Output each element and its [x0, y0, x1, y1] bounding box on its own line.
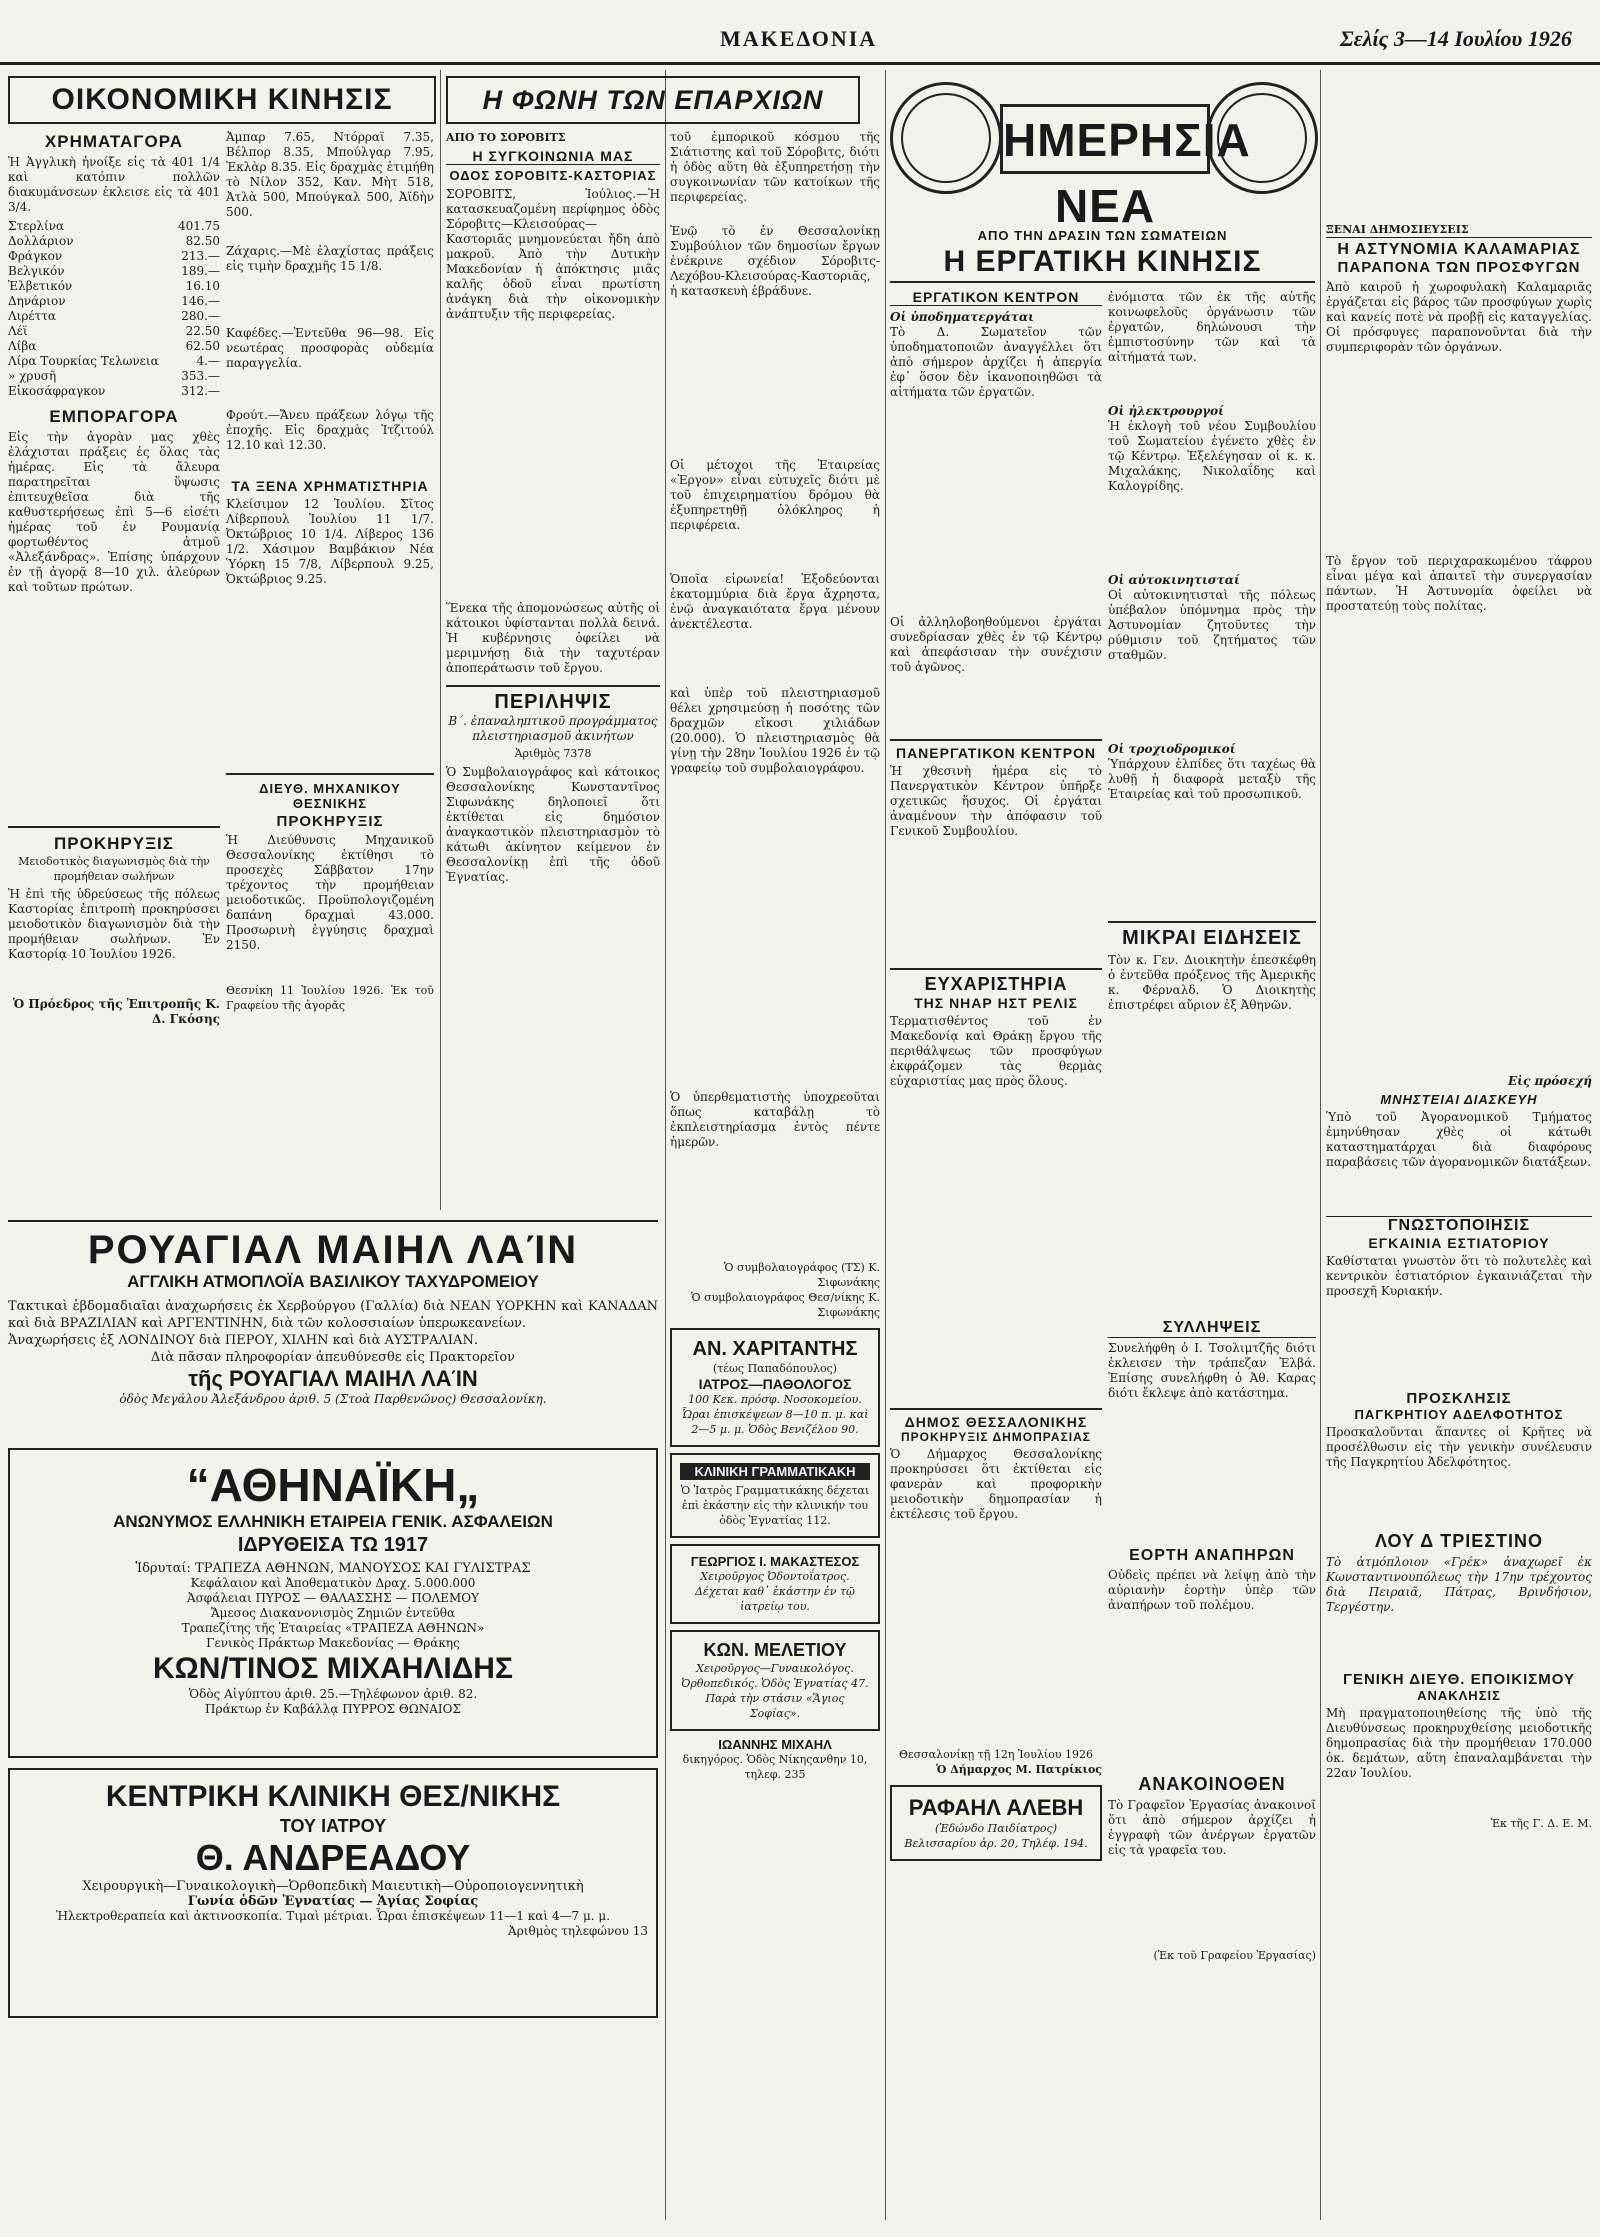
makrides-heading: ΓΕΩΡΓΙΟΣ Ι. ΜΑΚΑΣΤΕΣΟΣ [690, 1554, 860, 1569]
astynomia-text-2: Τὸ ἔργον τοῦ περιχαρακωμένου τάφρου εἶναι μέγα καὶ ἀπαιτεῖ τὴν συνεργασίαν πάντων. Ἡ Ἀστυνομία ὀφείλει νὰ προστατεύῃ τοὺς πολίτας. [1326, 554, 1592, 613]
meletiou-text: Χειροῦργος—Γυναικολόγος. Ὀρθοπεδικός. Ὁδὸς Ἐγνατίας 47. Παρὰ τὴν στάσιν «Ἅγιος Σοφίας». [681, 1662, 869, 1720]
prosklisis-text: Προσκαλοῦνται ἅπαντες οἱ Κρῆτες νὰ προσέλθωσιν εἰς τὴν γενικὴν συνέλευσιν τῆς Παγκρητίου Ἀδελφότητος. [1326, 1425, 1592, 1469]
athin-kavala: Πράκτωρ ἐν Καβάλλᾳ ΠΥΡΡΟΣ ΘΩΝΑΙΟΣ [205, 1702, 461, 1716]
col6-text-4: Ὑπάρχουν ἐλπίδες ὅτι ταχέως θὰ λυθῇ ἡ διαφορὰ μεταξὺ τῆς Ἑταιρείας καὶ τοῦ προσωπικοῦ. [1108, 757, 1316, 801]
divider [446, 685, 660, 687]
makrides-text: Χειροῦργος Ὀδοντοΐατρος. Δέχεται καθ᾿ ἑκάστην ἐν τῷ ἰατρείῳ του. [694, 1570, 856, 1613]
rate-row [8, 279, 220, 294]
economic-banner: ΟΙΚΟΝΟΜΙΚΗ ΚΙΝΗΣΙΣ [8, 76, 436, 124]
clinic-of: ΤΟΥ ΙΑΤΡΟΥ [279, 1816, 387, 1836]
col4-text-1: τοῦ ἐμπορικοῦ κόσμου τῆς Σιάτιστης καὶ τοῦ Σόροβιτς, διότι ἡ ὁδὸς αὕτη θὰ ἐξυπηρετήσῃ τὴν συγκοινωνίαν τῶν κατοίκων τῆς περιφερείας. [670, 130, 880, 204]
efxaristiria-heading: ΕΥΧΑΡΙΣΤΗΡΙΑ [924, 974, 1068, 994]
rate-name: Δολλάριον [8, 234, 74, 248]
eorti-text: Οὐδεὶς πρέπει νὰ λείψῃ ἀπὸ τὴν αὐριανὴν ἑορτὴν ὑπὲρ τῶν ἀναπήρων τοῦ πολέμου. [1108, 1568, 1316, 1612]
astynomia-heading: Η ΑΣΤΥΝΟΜΙΑ ΚΑΛΑΜΑΡΙΑΣ [1337, 241, 1581, 258]
dimos-heading: ΔΗΜΟΣ ΘΕΣΣΑΛΟΝΙΚΗΣ [904, 1414, 1088, 1430]
royal-sub: ΑΓΓΛΙΚΗ ΑΤΜΟΠΛΟΪΑ ΒΑΣΙΛΙΚΟΥ ΤΑΧΥΔΡΟΜΕΙΟΥ [127, 1272, 539, 1291]
michail-heading: ΙΩΑΝΝΗΣ ΜΙΧΑΗΛ [718, 1737, 832, 1752]
grammatikaki-heading: ΚΛΙΝΙΚΗ ΓΡΑΜΜΑΤΙΚΑΚΗ [680, 1463, 870, 1480]
mityes-text: Ὑπὸ τοῦ Ἀγορανομικοῦ Τμήματος ἐμηνύθησαν χθὲς οἱ κάτωθι καταστηματάρχαι διὰ διαφόρους παραβάσεις τῶν ἀγορανομικῶν διατάξεων. [1326, 1110, 1592, 1169]
dimos-sign: Ὁ Δήμαρχος Μ. Πατρίκιος [936, 1763, 1102, 1776]
rate-value: 280.— [181, 309, 220, 323]
rate-name: Λίβα [8, 339, 37, 353]
col6-text-1: ἐνόμιστα τῶν ἐκ τῆς αὐτῆς κοινωφελοῦς ὀργάνωσιν τῶν ἐργατῶν, δηλώνουσι τὴν ἐμπιστοσύνην τῶν καὶ τὰ αἰτήματά των. [1108, 290, 1316, 364]
perilipsis-sub: Β΄. ἐπαναληπτικοῦ προγράμματος πλειστηριασμοῦ ἀκινήτων [448, 714, 658, 743]
athin-bank: Τραπεζίτης τῆς Ἑταιρείας «ΤΡΑΠΕΖΑ ΑΘΗΝΩΝ» [181, 1621, 485, 1635]
rate-value: 312.— [181, 384, 220, 398]
rate-value: 16.10 [185, 279, 220, 293]
col4-text-3: Οἱ μέτοχοι τῆς Ἑταιρείας «Ἐργον» εἶναι εὐτυχεῖς διότι μὲ τοῦ ἐπιχειρηματίου δρόμου θὰ ἐξυπηρετηθῇ ὁλόκληρος ἡ περιφέρεια. [670, 458, 880, 532]
rate-row [8, 294, 220, 309]
col4-text-6: Ὁ ὑπερθεματιστὴς ὑποχρεοῦται ὅπως καταβάλῃ τὸ ἐκπλειστηρίασμα ἐντὸς πέντε ἡμερῶν. [670, 1090, 880, 1149]
rate-row [8, 264, 220, 279]
kafes-text: Καφέδες.—Ἐντεῦθα 96—98. Εἰς νεωτέρας προσφορὰς οὐδεμία παραγγελία. [226, 326, 434, 370]
column-rule [885, 70, 886, 2220]
daily-news-banner [890, 76, 1315, 232]
perilipsis-num: Ἀριθμὸς 7378 [514, 747, 592, 760]
foreign-kicker: ΞΕΝΑΙ ΔΗΜΟΣΙΕΥΣΕΙΣ [1326, 222, 1592, 238]
ergatiki-heading: Η ΕΡΓΑΤΙΚΗ ΚΙΝΗΣΙΣ [890, 243, 1315, 283]
prokiryxeis-sign: Ὁ Πρόεδρος τῆς Ἐπιτροπῆς Κ. Δ. Γκόσης [12, 997, 220, 1026]
emporagora-heading: ΕΜΠΟΡΑΓΟΡΑ [49, 407, 179, 426]
column-rule [665, 70, 666, 2220]
efxaristiria-sub: ΤΗΣ ΝΗΑΡ ΗΣΤ ΡΕΛΙΣ [914, 995, 1078, 1011]
rate-row [8, 354, 220, 369]
doctor1-ad [670, 1328, 880, 1447]
frouta-text: Φρούτ.—Ἄνευ πράξεων λόγῳ τῆς ἐποχῆς. Εἰς δραχμὰς Ἰτζιτούλ 12.10 καὶ 12.30. [226, 408, 434, 452]
anakoinothen-text: Τὸ Γραφεῖον Ἐργασίας ἀνακοινοῖ ὅτι ἀπὸ σήμερον ἀρχίζει ἡ ἐγγραφὴ τῶν ἀνέργων ἐργατῶν εἰς τὰ γραφεῖα του. [1108, 1798, 1316, 1857]
clinic-addr: Γωνία ὁδῶν Ἐγνατίας — Ἁγίας Σοφίας [187, 1894, 479, 1909]
column-rule [1320, 70, 1321, 2220]
gnostopoiisis-sub: ΕΓΚΑΙΝΙΑ ΕΣΤΙΑΤΟΡΙΟΥ [1368, 1235, 1550, 1251]
column-foreign [1326, 222, 1592, 2182]
syllipseis-text: Συνελήφθη ὁ Ι. Τσολιμτζῆς διότι ἐκλεισεν τὴν τράπεζαν Ἐλβά. Ἐπίσης συνελήφθη ὁ Ἀθ. Καρας διότι ἔκλεψε ἀπὸ κατάστημα. [1108, 1341, 1316, 1400]
sygkoinonia-heading: Η ΣΥΓΚΟΙΝΩΝΙΑ ΜΑΣ [446, 148, 660, 165]
clinic-phone: Ἀριθμὸς τηλεφώνου 13 [508, 1924, 648, 1938]
sygkoinonia-sub: ΟΔΟΣ ΣΟΡΟΒΙΤΣ-ΚΑΣΤΟΡΙΑΣ [449, 168, 657, 183]
mixanikou-prokiryxis: ΠΡΟΚΗΡΥΞΙΣ [276, 813, 384, 830]
daily-news-title: ΗΜΕΡΗΣΙΑ ΝΕΑ [1000, 104, 1210, 174]
athin-title: “ΑΘΗΝΑΪΚΗ„ [186, 1459, 480, 1511]
rate-value: 401.75 [178, 219, 220, 233]
trochiodromikoi-sub: Οἱ τροχιοδρομικοί [1108, 742, 1236, 756]
rate-name: Στερλίνα [8, 219, 65, 233]
col4-text-4: Ὁποῖα εἰρωνεία! Ἐξοδεύονται ἑκατομμύρια διὰ ἔργα ἄχρηστα, ἐνῷ ἀναγκαιότατα ἔργα μένουν ἀνεκτέλεστα. [670, 572, 880, 631]
coin-emblem-right-icon [1206, 82, 1318, 194]
rate-value: 353.— [181, 369, 220, 383]
divider [890, 1408, 1102, 1410]
athin-year: ΙΔΡΥΘΕΙΣΑ ΤΩ 1917 [237, 1534, 429, 1556]
prosklisis-sub: ΠΑΓΚΡΗΤΙΟΥ ΑΔΕΛΦΟΤΗΤΟΣ [1354, 1407, 1564, 1422]
rate-value: 213.— [181, 249, 220, 263]
aftokiniti-sub: Οἱ αὐτοκινητισταί [1108, 573, 1240, 587]
kentron-heading: ΕΡΓΑΤΙΚΟΝ ΚΕΝΤΡΟΝ [890, 289, 1102, 306]
xeina-heading: ΤΑ ΞΕΝΑ ΧΡΗΜΑΤΙΣΤΗΡΙΑ [231, 478, 429, 494]
mikrai-text: Τὸν κ. Γεν. Διοικητὴν ἐπεσκέφθη ὁ ἐντεῦθα πρόξενος τῆς Ἀμερικῆς κ. Φέρναλδ. Ὁ Διοικητὴς ἐπιστρέφει αὔριον ἐξ Ἀθηνῶν. [1108, 953, 1316, 1012]
xrimatagora-intro: Ἡ Ἀγγλικὴ ἠνοίξε εἰς τὰ 401 1/4 καὶ κατόπιν πολλῶν διακυμάνσεων ἐκλεισε εἰς τὰ 401 3/4. [8, 155, 220, 214]
meletiou-ad [670, 1630, 880, 1731]
ypopsin-label: Εἰς πρόσεχή [1508, 1074, 1592, 1088]
page-date: Σελίς 3—14 Ιουλίου 1926 [1340, 26, 1572, 51]
rate-row [8, 249, 220, 264]
rate-name: Δηνάριον [8, 294, 66, 308]
zachari-text: Ζάχαρις.—Μὲ ἐλαχίστας πράξεις εἰς τιμὴν δραχμῆς 15 1/8. [226, 244, 434, 273]
clinic-doctor: Θ. ΑΝΔΡΕΑΔΟΥ [195, 1837, 471, 1878]
michail-ad [670, 1737, 880, 1782]
astynomia-sub: ΠΑΡΑΠΟΝΑ ΤΩΝ ΠΡΟΣΦΥΓΩΝ [1337, 259, 1581, 276]
anakoinothen-heading: ΑΝΑΚΟΙΝΟΘΕΝ [1138, 1774, 1286, 1794]
rate-name: Λίρα Τουρκίας Τελωνεια [8, 354, 159, 368]
rate-row [8, 309, 220, 324]
rate-value: 22.50 [185, 324, 220, 338]
rate-row [8, 369, 220, 384]
col6-text-3: Οἱ αὐτοκινητισταὶ τῆς πόλεως ὑπέβαλον ὑπόμνημα πρὸς τὴν Ἀστυνομίαν ζητοῦντες τὴν ρύθμισιν τοῦ ζητήματος τῶν σταθμῶν. [1108, 588, 1316, 662]
eorti-heading: ΕΟΡΤΗ ΑΝΑΠΗΡΩΝ [1129, 1547, 1295, 1564]
rate-row [8, 219, 220, 234]
rafael-ad [890, 1785, 1102, 1861]
dimos-sub: ΠΡΟΚΗΡΥΞΙΣ ΔΗΜΟΠΡΑΣΙΑΣ [901, 1430, 1091, 1444]
masthead [0, 0, 1600, 62]
prokiryxeis-text: Ἡ ἐπὶ τῆς ὑδρεύσεως τῆς πόλεως Καστορίας ἐπιτροπὴ προκηρύσσει μειοδοτικὸν διαγωνισμὸν διὰ τὴν προμήθειαν σωλήνων. Ἐν Καστορίᾳ 10 Ἰουλίου 1926. [8, 887, 220, 961]
xrimatagora-heading: ΧΡΗΜΑΤΑΓΟΡΑ [44, 132, 184, 151]
mixanikou-date: Θεσνίκη 11 Ἰουλίου 1926. Ἐκ τοῦ Γραφείου τῆς ἀγορᾶς [226, 984, 434, 1012]
divider [890, 739, 1102, 741]
kentron-text-2: Οἱ ἀλληλοβοηθούμενοι ἐργάται συνεδρίασαν χθὲς ἐν τῷ Κέντρῳ καὶ ἀπεφάσισαν τὴν συνέχισιν τοῦ ἀγῶνος. [890, 615, 1102, 674]
column-provinces-cont [670, 130, 880, 2180]
dimos-date: Θεσσαλονίκῃ τῇ 12η Ἰουλίου 1926 [898, 1748, 1094, 1761]
royal-text: Τακτικαὶ ἑβδομαδιαῖαι ἀναχωρήσεις ἐκ Χερβούργου (Γαλλία) διὰ ΝΕΑΝ ΥΟΡΚΗΝ καὶ ΚΑΝΑΔΑΝ καὶ διὰ ΒΡΑΖΙΛΙΑΝ καὶ ΑΡΓΕΝΤΙΝΗΝ, διὰ τῶν κολοσσιαίων ὑπερωκεανείων. [8, 1299, 658, 1331]
rate-row [8, 234, 220, 249]
column-daily-news-cont [1108, 290, 1316, 2180]
panergatiko-heading: ΠΑΝΕΡΓΑΤΙΚΟΝ ΚΕΝΤΡΟΝ [895, 745, 1097, 761]
clinic-title: ΚΕΝΤΡΙΚΗ ΚΛΙΝΙΚΗ ΘΕΣ/ΝΙΚΗΣ [105, 1780, 561, 1813]
rate-row [8, 384, 220, 399]
geniki-sign: Ἐκ τῆς Γ. Δ. Ε. Μ. [1490, 1817, 1592, 1830]
provinces-banner: Η ΦΩΝΗ ΤΩΝ ΕΠΑΡΧΙΩΝ [446, 76, 860, 124]
prosklisis-heading: ΠΡΟΣΚΛΗΣΙΣ [1406, 1390, 1512, 1407]
rate-value: 4.— [196, 354, 220, 368]
athin-agent: ΚΩΝ/ΤΙΝΟΣ ΜΙΧΑΗΛΙΔΗΣ [153, 1652, 513, 1685]
column-markets [226, 130, 434, 1220]
dimos-text: Ὁ Δήμαρχος Θεσσαλονίκης προκηρύσσει ὅτι ἐκτίθεται εἰς φανερὰν καὶ προφορικὴν μειοδοτικὴν δημοπρασίαν ἡ ἐκτέλεσις τοῦ ἔργου. [890, 1447, 1102, 1521]
athin-founders: Ἱδρυταί: ΤΡΑΠΕΖΑ ΑΘΗΝΩΝ, ΜΑΝΟΥΣΟΣ ΚΑΙ ΓΥΛΙΣΤΡΑΣ [135, 1561, 531, 1576]
geniki-sub: ΑΝΑΚΛΗΣΙΣ [1417, 1688, 1501, 1703]
anakoinothen-sign: (Ἐκ τοῦ Γραφείου Ἐργασίας) [1153, 1949, 1316, 1962]
perilipsis-heading: ΠΕΡΙΛΗΨΙΣ [494, 691, 612, 713]
royal-title: ΡΟΥΑΓΙΑΛ ΜΑΙΗΛ ΛΑΊΝ [87, 1228, 579, 1272]
ilektro-sub: Οἱ ἠλεκτρουργοί [1108, 404, 1224, 418]
doctor1-sub: (τέως Παπαδόπουλος) [712, 1362, 838, 1375]
mixanikou-text: Ἡ Διεύθυνσις Μηχανικοῦ Θεσσαλονίκης ἐκτίθησι τὸ προσεχὲς Σάββατον 17ην τρέχοντος τὴν προμήθειαν μειοδοτικῶς. Προϋπολογιζομένη δαπάνη δραχμαὶ 43.000. Προσωρινὴ ἐγγύησις δραχμαὶ 2150. [226, 833, 434, 952]
grammatikaki-text: Ὁ Ἰατρὸς Γραμματικάκης δέχεται ἐπὶ ἐκάστην εἰς τὴν κλινικήν του ὁδὸς Ἐγνατίας 112. [680, 1484, 870, 1527]
prokiryxeis-sub: Μειοδοτικὸς διαγωνισμὸς διὰ τὴν προμήθειαν σωλήνων [18, 855, 210, 883]
clinic-spec: Χειρουργικὴ—Γυναικολογικὴ—Ὀρθοπεδικὴ Μαιευτικὴ—Οὐροποιογεννητικὴ [82, 1879, 584, 1894]
rate-value: 189.— [181, 264, 220, 278]
mityes-heading: ΜΝΗΣΤΕΙΑΙ ΔΙΑΣΚΕΥΗ [1380, 1092, 1538, 1107]
royal-agent: τῆς ΡΟΥΑΓΙΑΛ ΜΑΙΗΛ ΛΑΊΝ [188, 1366, 478, 1391]
coin-emblem-left-icon [890, 82, 1002, 194]
athin-sub: ΑΝΩΝΥΜΟΣ ΕΛΛΗΝΙΚΗ ΕΤΑΙΡΕΙΑ ΓΕΝΙΚ. ΑΣΦΑΛΕΙΩΝ [113, 1512, 553, 1531]
rate-name: Ἑλβετικόν [8, 279, 73, 293]
lloyd-text: Τὸ ἀτμόπλοιον «Γρέκ» ἀναχωρεῖ ἐκ Κωνσταντινουπόλεως τὴν 17ην τρέχοντος διὰ Πειραιᾶ, Πάτρας, Βρινδήσιον, Τεργέστην. [1326, 1555, 1592, 1614]
rafael-heading: ΡΑΦΑΗΛ ΑΛΕΒΗ [908, 1795, 1084, 1820]
provinces-text-2: Ἕνεκα τῆς ἀπομονώσεως αὐτῆς οἱ κάτοικοι ὑφίστανται πολλὰ δεινά. Ἡ κυβέρνησις ὀφείλει νὰ μεριμνήσῃ διὰ τὴν ταχυτέραν ἀποπεράτωσιν τοῦ ἔργου. [446, 601, 660, 675]
panergatiko-text: Ἡ χθεσινὴ ἡμέρα εἰς τὸ Πανεργατικὸν Κέντρον ὑπῆρξε σχετικῶς ἥσυχος. Οἱ ἐργάται ἀναμένουν τὴν ἀπόφασιν τοῦ Γενικοῦ Συμβουλίου. [890, 764, 1102, 838]
xeina-text: Κλείσιμον 12 Ἰουλίου. Σῖτος Λίβερπουλ Ἰουλίου 11 1/7. Ὀκτώβριος 10 1/4. Λίβερος 136 1/2. Χάσιμον Βαμβάκιον Νέα Ὑόρκη 15 7/8, Λίβερπουλ 9.25, Ὀκτώβριος 9.25. [226, 497, 434, 586]
prokiryxeis-heading: ΠΡΟΚΗΡΥΞΙΣ [54, 834, 174, 853]
col4-text-2: Ἐνῷ τὸ ἐν Θεσσαλονίκῃ Συμβούλιον τῶν δημοσίων ἔργων ἐνέκρινε σχέδιον Σόροβιτς-Λεχόβου-Κλεισούρας-Καστοριᾶς, ἡ κατασκευὴ ἐβράδυνε. [670, 224, 880, 298]
market-text: Ἀμπαρ 7.65, Ντόρραϊ 7.35, Βέλπορ 8.35, Μπούλγαρ 7.95, Ἐκλὰρ 8.35. Εἰς δραχμὰς ἐτιμήθη τὸ Νίλον 352, Καν. Μὴτ 518, Ἀτλὰ 500, Μπούγκαλ 500, Ἀϊδὴν 500. [226, 130, 434, 219]
provinces-kicker: ΑΠΟ ΤΟ ΣΟΡΟΒΙΤΣ [446, 131, 566, 144]
grammatikaki-ad [670, 1453, 880, 1538]
royal-text-2: Ἀναχωρήσεις ἐξ ΛΟΝΔΙΝΟΥ διὰ ΠΕΡΟΥ, ΧΙΛΗΝ καὶ διὰ ΑΥΣΤΡΑΛΙΑΝ. [8, 1333, 478, 1348]
athin-capital: Κεφάλαιον καὶ Ἀποθεματικὸν Δραχ. 5.000.000 [190, 1576, 476, 1590]
rate-value: 82.50 [185, 234, 220, 248]
syllipseis-heading: ΣΥΛΛΗΨΕΙΣ [1108, 1319, 1316, 1338]
rate-name: Εἰκοσάφραγκον [8, 384, 106, 398]
rate-name: » χρυσῆ [8, 369, 57, 383]
ypall-sub: Οἱ ὑποδηματεργάται [890, 310, 1034, 324]
rate-row [8, 324, 220, 339]
divider [226, 773, 434, 775]
paper-name: ΜΑΚΕΔΟΝΙΑ [720, 26, 878, 51]
col4-sign-place: Ὁ συμβολαιογράφος (ΤΣ) Κ. Σιφωνάκης [724, 1261, 880, 1289]
geniki-heading: ΓΕΝΙΚΗ ΔΙΕΥΘ. ΕΠΟΙΚΙΣΜΟΥ [1342, 1671, 1576, 1688]
gnostopoiisis-text: Καθίσταται γνωστὸν ὅτι τὸ πολυτελὲς καὶ κεντρικὸν ἑστιατόριον ἐγκαινιάζεται τὴν προσεχῆ Κυριακήν. [1326, 1254, 1592, 1298]
column-rule [440, 70, 441, 1210]
rate-value: 62.50 [185, 339, 220, 353]
provinces-text-1: ΣΟΡΟΒΙΤΣ, Ἰούλιος.—Ἡ κατασκευαζομένη περίφημος ὁδὸς Σόροβιτς—Κλεισούρας—Καστοριᾶς μνημονεύεται ἤδη ἀπὸ μακροῦ. Ἀπὸ τὴν Δυτικὴν Μακεδονίαν ἡ ἀπόκτησις μιᾶς καλῆς ὁδοῦ εἶναι πρωτίστη ἀνάγκη διὰ τὴν οἰκονομικὴν ἀνάπτυξιν τῆς περιφερείας. [446, 187, 660, 321]
clinic-text: Ἠλεκτροθεραπεία καὶ ἀκτινοσκοπία. Τιμαὶ μέτριαι. Ὧραι ἐπισκέψεων 11—1 καὶ 4—7 μ. μ. [55, 1909, 611, 1923]
col4-sign-note: Ὁ συμβολαιογράφος Θεσ/νίκης Κ. Σιφωνάκης [691, 1291, 880, 1319]
rate-value: 146.— [181, 294, 220, 308]
meletiou-heading: ΚΩΝ. ΜΕΛΕΤΙΟΥ [703, 1640, 847, 1660]
gnostopoiisis-heading: ΓΝΩΣΤΟΠΟΙΗΣΙΣ [1326, 1216, 1592, 1235]
athin-addr: Ὁδὸς Αἰγύπτου ἀριθ. 25.—Τηλέφωνον ἀριθ. 82. [188, 1687, 478, 1701]
rafael-sub: (Ἐδώνδο Παιδίατρος) [934, 1822, 1058, 1835]
royal-addr: ὁδὸς Μεγάλου Ἀλεξάνδρου ἀριθ. 5 (Στοὰ Παρθενῶνος) Θεσσαλονίκη. [119, 1392, 547, 1406]
perilipsis-text: Ὁ Συμβολαιογράφος καὶ κάτοικος Θεσσαλονίκης Κωνσταντῖνος Σιφωνάκης δηλοποιεῖ ὅτι ἐκτίθεται εἰς δημόσιον ἀναγκαστικὸν πλειστηριασμὸν τὸ κάτωθι ἀκίνητον κείμενον ἐν Θεσσαλονίκῃ ἐπὶ τῆς ὁδοῦ Ἐγνατίας. [446, 765, 660, 884]
mixanikou-heading: ΔΙΕΥΘ. ΜΗΧΑΝΙΚΟΥ ΘΕΣΝΙΚΗΣ [259, 781, 401, 811]
daily-kicker: ΑΠΟ ΤΗΝ ΔΡΑΣΙΝ ΤΩΝ ΣΩΜΑΤΕΙΩΝ [977, 228, 1228, 243]
emporagora-text: Εἰς τὴν ἀγορὰν μας χθὲς ἐλάχισται πράξεις ἐς ὅλας τὰς ἡμέρας. Εἰς τὰ ἄλευρα παρατηρεῖται ὕψωσις ἐπιτευχθεῖσα διὰ τῆς καθυστερήσεως ἐπὶ 5—6 εἰσέτι ἡμέρας τοῦ ἐν Ρουμανίᾳ φορτωθέντος ἀτμοῦ «Ἀλεξάνδρας». Ἐπίσης ὑπάρχουν ἐν τῇ ἀγορᾷ 8—10 χιλ. ἀλεύρων καὶ τοῦτων πρώτων. [8, 430, 220, 594]
geniki-text: Μὴ πραγματοποιηθείσης τῆς ὑπὸ τῆς Διευθύνσεως προκηρυχθείσης μειοδοτικῆς δημοπρασίας διὰ τὴν προμήθειαν 170.000 ὀκ. δεμάτων, αὕτη ἐπαναλαμβάνεται τὴν 22αν Ἰουλίου. [1326, 1706, 1592, 1780]
col4-text-5: καὶ ὑπὲρ τοῦ πλειστηριασμοῦ θέλει χρησιμεύσῃ ἡ ποσότης τῶν δραχμῶν εἴκοσι χιλιάδων (20.000). Ὁ πλειστηριασμὸς θὰ γίνῃ τὴν 28ην Ἰουλίου 1926 ἐν τῷ γραφείῳ τοῦ συμβολαιογράφου. [670, 686, 880, 775]
doctor1-text: 100 Κεκ. πρόσφ. Νοσοκομείου. Ὧραι ἐπισκέψεων 8—10 π. μ. καὶ 2—5 μ. μ. Ὁδὸς Βενιζέλου 90. [681, 1393, 869, 1436]
divider [8, 826, 220, 828]
divider [1108, 921, 1316, 923]
makrides-ad [670, 1544, 880, 1624]
exchange-rates-list [8, 219, 220, 399]
kentron-text-1: Τὸ Δ. Σωματεῖον τῶν ὑποδηματοποιῶν ἀναγγέλλει ὅτι ἀπὸ σήμερον ἀρχίζει ἡ ἀπεργία ἐφ᾿ ὅσον δὲν ἱκανοποιηθῶσι τὰ αἰτήματα τῶν ἐργατῶν. [890, 325, 1102, 399]
athin-claims: Ἄμεσος Διακανονισμὸς Ζημιῶν ἐντεῦθα [210, 1606, 456, 1620]
rate-row [8, 339, 220, 354]
athin-agent-role: Γενικὸς Πράκτωρ Μακεδονίας — Θράκης [206, 1636, 460, 1650]
doctor1-role: ΙΑΤΡΟΣ—ΠΑΘΟΛΟΓΟΣ [698, 1376, 852, 1392]
rate-name: Λιρέττα [8, 309, 57, 323]
col6-text-2: Ἡ ἐκλογὴ τοῦ νέου Συμβουλίου τοῦ Σωματείου ἐγένετο χθὲς ἐν τῷ Κέντρῳ. Ἐξελέγησαν οἱ κ. κ. Μιχαλάκης, Νικολαΐδης καὶ Καλογρίδης. [1108, 419, 1316, 493]
rafael-text: Βελισσαρίου ἀρ. 20, Τηλέφ. 194. [904, 1837, 1088, 1850]
efxaristiria-text: Τερματισθέντος τοῦ ἐν Μακεδονίᾳ καὶ Θράκῃ ἔργου τῆς περιθάλψεως τῶν προσφύγων ἐκφράζομεν τὰς θερμὰς εὐχαριστίας μας πρὸς ὅλους. [890, 1014, 1102, 1088]
astynomia-text: Ἀπὸ καιροῦ ἡ χωροφυλακὴ Καλαμαριᾶς ἐργάζεται εἰς βάρος τῶν προσφύγων χωρὶς καὶ κανείς ποτὲ νὰ προβῇ εἰς καταγγελίας. Οἱ πρόσφυγες παραπονοῦνται διὰ τὴν συμπεριφορὰν τῶν ὀργάνων. [1326, 280, 1592, 354]
royal-text-3: Διὰ πᾶσαν πληροφορίαν ἀπευθύνεσθε εἰς Πρακτορεῖον [150, 1350, 516, 1365]
lloyd-heading: ΛΟΥ Δ ΤΡΙΕΣΤΙΝΟ [1374, 1531, 1544, 1551]
rate-name: Φράγκον [8, 249, 63, 263]
masthead-rule [0, 62, 1600, 65]
michail-text: δικηγόρος. Ὁδὸς Νίκηςανθην 10, τηλεφ. 235 [682, 1753, 868, 1781]
mikrai-heading: ΜΙΚΡΑΙ ΕΙΔΗΣΕΙΣ [1122, 927, 1302, 949]
doctor1-name: ΑΝ. ΧΑΡΙΤΑΝΤΗΣ [692, 1338, 858, 1360]
athin-types: Ἀσφάλειαι ΠΥΡΟΣ — ΘΑΛΑΣΣΗΣ — ΠΟΛΕΜΟΥ [186, 1591, 480, 1605]
rate-name: Βελγικόν [8, 264, 65, 278]
divider [890, 968, 1102, 970]
rate-name: Λέϊ [8, 324, 28, 338]
